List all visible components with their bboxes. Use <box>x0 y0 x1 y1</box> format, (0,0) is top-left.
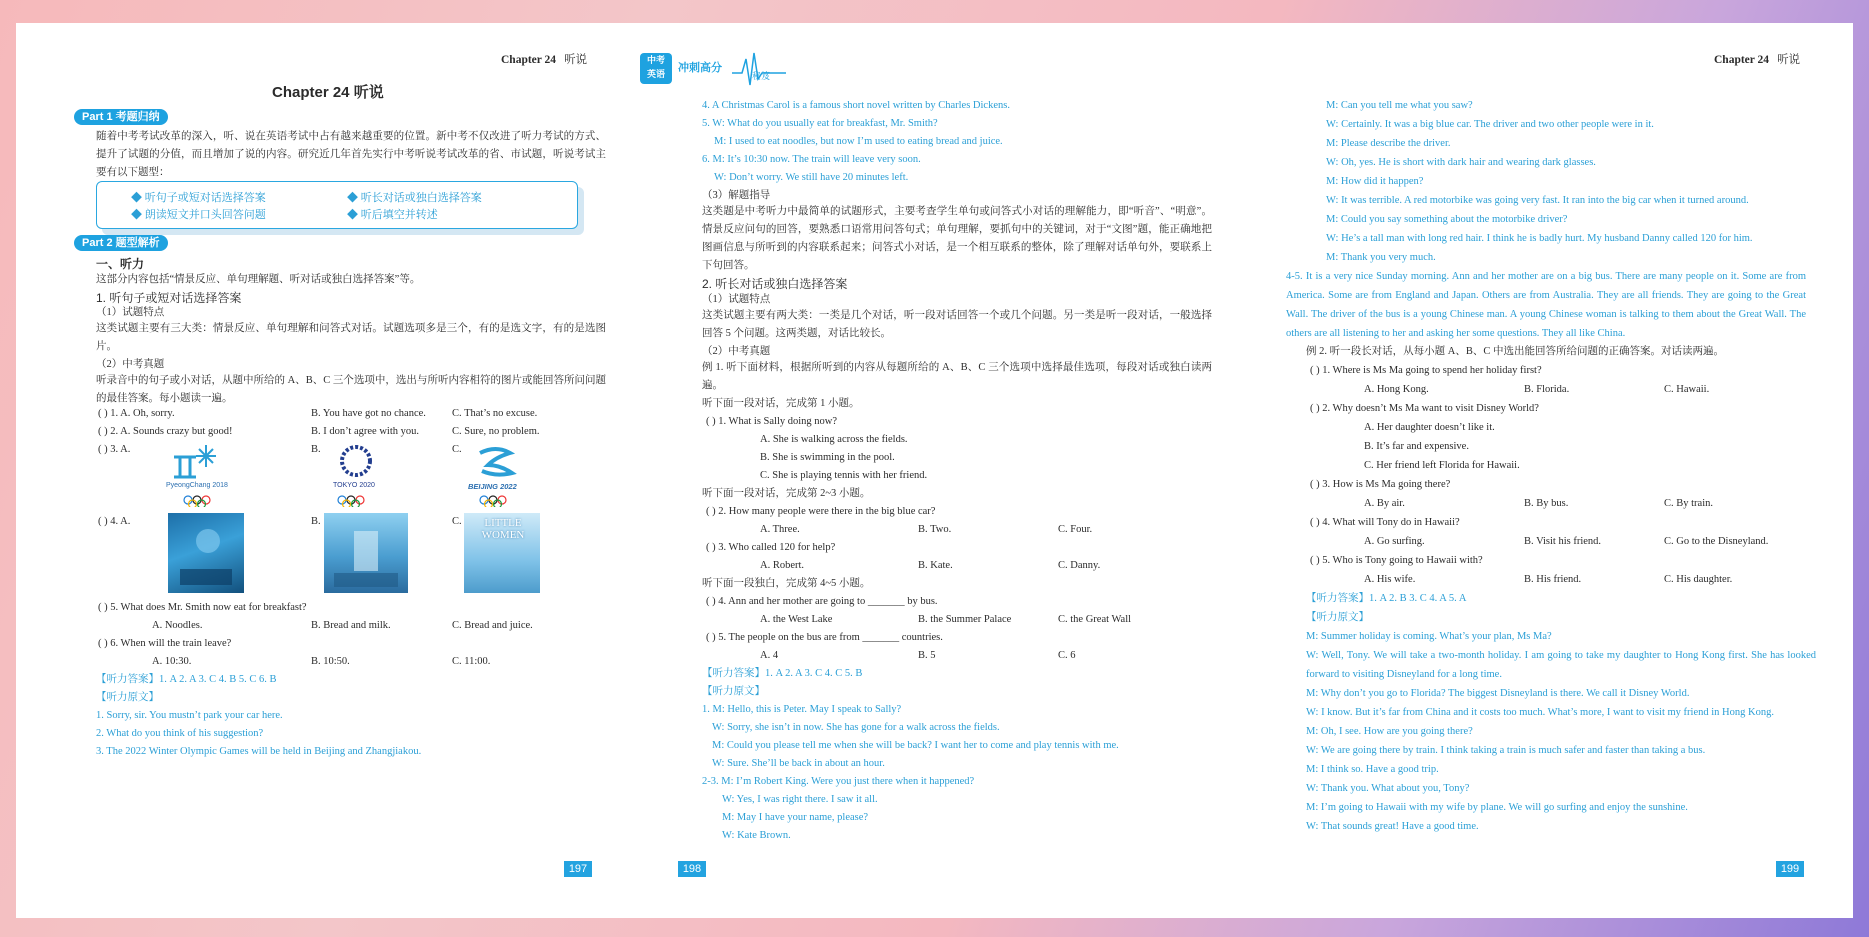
option-b: B. Florida. <box>1524 384 1570 395</box>
transcript-line: W: Don’t worry. We still have 20 minutes left. <box>714 172 909 183</box>
text-line: （2）中考真题 <box>96 359 165 370</box>
option-c: C. That’s no excuse. <box>452 408 538 419</box>
option-a: A. Her daughter doesn’t like it. <box>1364 422 1495 433</box>
question-stem: ( ) 6. When will the train leave? <box>98 638 232 649</box>
option-a: A. Hong Kong. <box>1364 384 1429 395</box>
transcript-line: 6. M: It’s 10:30 now. The train will leave very soon. <box>702 154 921 165</box>
page-199 <box>1254 23 1853 918</box>
text-line: 例 2. 听一段长对话，从每小题 A、B、C 中选出能回答所给问题的正确答案。对话读两遍。 <box>1306 346 1724 357</box>
transcript-line: W: That sounds great! Have a good time. <box>1306 821 1479 832</box>
series-small-label: 秘笈 <box>752 72 771 82</box>
transcript-line: M: I think so. Have a good trip. <box>1306 764 1439 775</box>
running-header: Chapter 24 听说 <box>501 54 588 66</box>
part1-label: Part 1 考题归纳 <box>74 109 168 125</box>
transcript-line: W: Yes, I was right there. I saw it all. <box>722 794 878 805</box>
text-line: （3）解题指导 <box>702 190 771 201</box>
option-b: B. Kate. <box>918 560 953 571</box>
page-198 <box>628 23 1228 918</box>
option-b: B. Two. <box>918 524 952 535</box>
transcript-line: M: Thank you very much. <box>1326 252 1436 263</box>
transcript-line: 2. What do you think of his suggestion? <box>96 728 264 739</box>
option-c: C. Hawaii. <box>1664 384 1710 395</box>
text-line: （1）试题特点 <box>702 294 771 305</box>
text-line: （1）试题特点 <box>96 307 165 318</box>
text-line: （2）中考真题 <box>702 346 771 357</box>
transcript-line: M: Summer holiday is coming. What’s your plan, Ms Ma? <box>1306 631 1552 642</box>
question-stem: ( ) 2. A. Sounds crazy but good! <box>98 426 233 437</box>
option-b: B. His friend. <box>1524 574 1582 585</box>
subsection-heading: 2. 听长对话或独白选择答案 <box>702 277 848 291</box>
option-b: B. It’s far and expensive. <box>1364 441 1469 452</box>
question-stem: ( ) 5. Who is Tony going to Hawaii with? <box>1310 555 1483 566</box>
question-stem: ( ) 4. Ann and her mother are going to _______ by bus. <box>706 596 938 607</box>
option-a: A. His wife. <box>1364 574 1416 585</box>
option-b: B. Bread and milk. <box>311 620 391 631</box>
option-c: C. the Great Wall <box>1058 614 1132 625</box>
option-b: B. 5 <box>918 650 936 661</box>
christmas-carol-cover-image <box>324 513 408 593</box>
transcript-line: W: Well, Tony. We will take a two-month holiday. I am going to take my daughter to Hong Kong first. She has looked forward to visiting Disneyland for a long time. <box>1306 650 1816 680</box>
text-paragraph: 听录音中的句子或小对话，从题中所给的 A、B、C 三个选项中，选出与所听内容相符的图片或能回答所问问题的最佳答案。每小题读一遍。 <box>96 375 606 404</box>
transcript-line: M: I’m going to Hawaii with my wife by plane. We will go surfing and enjoy the sunshine. <box>1306 802 1688 813</box>
transcript-line: M: How did it happen? <box>1326 176 1424 187</box>
text-paragraph: 这类试题主要有两大类：一类是几个对话，听一段对话回答一个或几个问题。另一类是听一段对话，一般选择回答 5 个问题。这两类题，对话比较长。 <box>702 310 1212 339</box>
box-item: ◆ 听长对话或独白选择答案 <box>347 192 482 204</box>
transcript-line: 5. W: What do you usually eat for breakfast, Mr. Smith? <box>702 118 938 129</box>
option-c: C. Sure, no problem. <box>452 426 540 437</box>
transcript-line: M: Can you tell me what you saw? <box>1326 100 1473 111</box>
answer-key: 【听力答案】1. A 2. A 3. C 4. B 5. C 6. B <box>96 674 277 685</box>
transcript-line: M: I used to eat noodles, but now I’m used to eating bread and juice. <box>714 136 1003 147</box>
option-a: A. By air. <box>1364 498 1405 509</box>
text-paragraph: 这类题是中考听力中最简单的试题形式，主要考查学生单句或问答式小对话的理解能力，即“听音”、“明意”。情景反应问句的回答，要熟悉口语常用问答句式；单句理解，要抓句中的关键词，对于“文图”题，能正确地把图画信息与所听到的内容联系起来；问答式小对话，是一个相互联系的整体，除了理解对话单句外，要联系上下句回答。 <box>702 206 1212 271</box>
transcript-line: M: May I have your name, please? <box>722 812 869 823</box>
text-line: 听下面一段独白，完成第 4~5 小题。 <box>702 578 871 589</box>
transcript-line: 1. M: Hello, this is Peter. May I speak to Sally? <box>702 704 902 715</box>
transcript-line: M: Please describe the driver. <box>1326 138 1451 149</box>
option-c: C. Go to the Disneyland. <box>1664 536 1769 547</box>
beijing-2022-logo: BEIJING 2022 <box>466 443 530 507</box>
transcript-line: 3. The 2022 Winter Olympic Games will be held in Beijing and Zhangjiakou. <box>96 746 422 757</box>
transcript-line: W: Sorry, she isn’t in now. She has gone for a walk across the fields. <box>712 722 1000 733</box>
option-b: B. She is swimming in the pool. <box>760 452 895 463</box>
question-stem: ( ) 1. What is Sally doing now? <box>706 416 838 427</box>
option-c: C. 6 <box>1058 650 1076 661</box>
question-stem: ( ) 3. Who called 120 for help? <box>706 542 836 553</box>
question-stem: ( ) 1. Where is Ms Ma going to spend her holiday first? <box>1310 365 1542 376</box>
monologue-transcript: 4-5. It is a very nice Sunday morning. Ann and her mother are on a big bus. There are many people on it. Some are from America. Some are from England and Japan. Others are from Australia. They are all friends. They are going to the Great Wall. The driver of the bus is a young Chinese man. A young Chinese woman is talking to them about the Great Wall. The others are all listening to her and asking her some questions. They all like China. <box>1286 271 1806 339</box>
question-stem: ( ) 1. A. Oh, sorry. <box>98 408 175 419</box>
page-number: 199 <box>1776 861 1804 877</box>
option-c: C. Her friend left Florida for Hawaii. <box>1364 460 1520 471</box>
transcript-line: W: I know. But it’s far from China and it costs too much. What’s more, I want to visit my friend in Hong Kong. <box>1306 707 1774 718</box>
box-item: ◆ 听句子或短对话选择答案 <box>131 192 266 204</box>
option-c: C. Bread and juice. <box>452 620 533 631</box>
option-c: C. <box>452 516 462 527</box>
option-a: A. 4 <box>760 650 779 661</box>
option-b: B. the Summer Palace <box>918 614 1012 625</box>
option-a: A. Three. <box>760 524 800 535</box>
option-c: C. Danny. <box>1058 560 1101 571</box>
option-b: B. <box>311 516 321 527</box>
text-line: 这部分内容包括“情景反应、单句理解题、听对话或独白选择答案”等。 <box>96 274 421 285</box>
question-stem: ( ) 4. What will Tony do in Hawaii? <box>1310 517 1460 528</box>
running-header: Chapter 24 听说 <box>1714 54 1801 66</box>
question-stem: ( ) 4. A. <box>98 516 131 527</box>
box-item: ◆ 朗读短文并口头回答问题 <box>131 209 266 221</box>
text-paragraph: 例 1. 听下面材料，根据所听到的内容从每题所给的 A、B、C 三个选项中选择最佳选项，每段对话或独白读两遍。 <box>702 362 1212 391</box>
book-cover-a-image <box>168 513 244 593</box>
transcript-line: 1. Sorry, sir. You mustn’t park your car here. <box>96 710 283 721</box>
series-tagline: 冲刺高分 <box>678 61 722 74</box>
question-stem: ( ) 2. How many people were there in the big blue car? <box>706 506 936 517</box>
subsection-heading: 1. 听句子或短对话选择答案 <box>96 291 242 305</box>
option-b: B. You have got no chance. <box>311 408 426 419</box>
text-line: 听下面一段对话，完成第 1 小题。 <box>702 398 860 409</box>
transcript-line: W: Oh, yes. He is short with dark hair and wearing dark glasses. <box>1326 157 1596 168</box>
option-c: C. <box>452 444 462 455</box>
option-a: A. 10:30. <box>152 656 192 667</box>
transcript-line: W: Sure. She’ll be back in about an hour. <box>712 758 885 769</box>
pyeongchang-2018-logo: PyeongChang 2018 <box>166 443 246 507</box>
option-a: A. She is walking across the fields. <box>760 434 908 445</box>
option-a: A. the West Lake <box>760 614 833 625</box>
text-paragraph: 这类试题主要有三大类：情景反应、单句理解和问答式对话。试题选项多是三个，有的是选文字，有的是选图片。 <box>96 323 606 352</box>
transcript-line: W: It was terrible. A red motorbike was going very fast. It ran into the big car when it turned around. <box>1326 195 1749 206</box>
transcript-line: W: He’s a tall man with long red hair. I think he is badly hurt. My husband Danny called 120 for him. <box>1326 233 1753 244</box>
page-number: 197 <box>564 861 592 877</box>
question-stem: ( ) 5. What does Mr. Smith now eat for breakfast? <box>98 602 307 613</box>
part2-label: Part 2 题型解析 <box>74 235 168 251</box>
transcript-heading: 【听力原文】 <box>1306 612 1369 623</box>
series-logo: 中考 英语 <box>640 53 672 84</box>
page-title: Chapter 24 听说 <box>272 84 384 101</box>
answer-key: 【听力答案】1. A 2. A 3. C 4. C 5. B <box>702 668 863 679</box>
option-b: B. By bus. <box>1524 498 1569 509</box>
transcript-line: W: We are going there by train. I think taking a train is much safer and faster than taking a bus. <box>1306 745 1706 756</box>
transcript-line: M: Could you say something about the motorbike driver? <box>1326 214 1568 225</box>
text-line: 听下面一段对话，完成第 2~3 小题。 <box>702 488 871 499</box>
option-a: A. Robert. <box>760 560 805 571</box>
transcript-line: 4. A Christmas Carol is a famous short novel written by Charles Dickens. <box>702 100 1010 111</box>
option-b: B. <box>311 444 321 455</box>
transcript-line: W: Certainly. It was a big blue car. The driver and two other people were in it. <box>1326 119 1654 130</box>
open-book <box>16 23 1853 918</box>
transcript-line: W: Thank you. What about you, Tony? <box>1306 783 1470 794</box>
tokyo-2020-logo: TOKYO 2020 <box>328 443 388 507</box>
transcript-line: M: Oh, I see. How are you going there? <box>1306 726 1473 737</box>
intro-paragraph: 随着中考考试改革的深入，听、说在英语考试中占有越来越重要的位置。新中考不仅改进了听力考试的方式、提升了试题的分值，而且增加了说的内容。研究近几年首先实行中考听说考试改革的省、市试题，听说考试主要有以下题型： <box>96 131 606 178</box>
question-type-box <box>96 181 578 229</box>
option-c: C. His daughter. <box>1664 574 1733 585</box>
transcript-heading: 【听力原文】 <box>96 692 159 703</box>
option-c: C. Four. <box>1058 524 1093 535</box>
option-b: B. I don’t agree with you. <box>311 426 419 437</box>
little-women-cover-image: LITTLE WOMEN <box>464 513 540 593</box>
option-c: C. 11:00. <box>452 656 491 667</box>
option-b: B. 10:50. <box>311 656 350 667</box>
transcript-line: W: Kate Brown. <box>722 830 791 841</box>
option-a: A. Noodles. <box>152 620 203 631</box>
option-c: C. She is playing tennis with her friend. <box>760 470 928 481</box>
question-stem: ( ) 2. Why doesn’t Ms Ma want to visit Disney World? <box>1310 403 1539 414</box>
answer-key: 【听力答案】1. A 2. B 3. C 4. A 5. A <box>1306 593 1467 604</box>
transcript-line: M: Could you please tell me when she will be back? I want her to come and play tennis with me. <box>712 740 1119 751</box>
option-c: C. By train. <box>1664 498 1713 509</box>
question-stem: ( ) 3. How is Ms Ma going there? <box>1310 479 1451 490</box>
transcript-line: 2-3. M: I’m Robert King. Were you just there when it happened? <box>702 776 975 787</box>
page-197 <box>16 23 614 918</box>
section-heading: 一、听力 <box>96 257 145 271</box>
page-number: 198 <box>678 861 706 877</box>
box-item: ◆ 听后填空并转述 <box>347 209 438 221</box>
transcript-heading: 【听力原文】 <box>702 686 765 697</box>
option-b: B. Visit his friend. <box>1524 536 1602 547</box>
question-stem: ( ) 3. A. <box>98 444 131 455</box>
question-stem: ( ) 5. The people on the bus are from _______ countries. <box>706 632 943 643</box>
option-a: A. Go surfing. <box>1364 536 1425 547</box>
transcript-line: M: Why don’t you go to Florida? The biggest Disneyland is there. We call it Disney World. <box>1306 688 1690 699</box>
